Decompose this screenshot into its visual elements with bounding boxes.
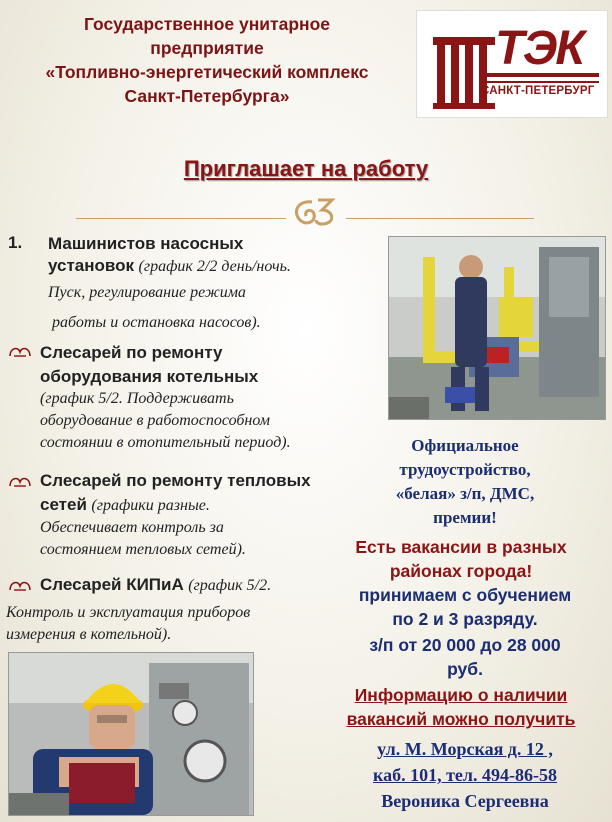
vacancy-title-line (48, 255, 378, 278)
vacancies-note (316, 536, 606, 582)
tek-logo (416, 10, 608, 118)
benefits-block (320, 436, 610, 528)
worker-pump-photo (388, 236, 606, 420)
divider-right (346, 218, 534, 219)
training-line: по 2 и 3 разряду. (392, 609, 538, 629)
vacancy-title: Слесарей КИПиА (40, 575, 184, 594)
info-block (316, 684, 606, 730)
vacancy-title: Слесарей по ремонту (40, 343, 223, 362)
contact-address: ул. М. Морская д. 12 , (377, 739, 553, 759)
org-line: предприятие (150, 38, 264, 58)
vacancy-desc: состоянии в отопительный период). (40, 434, 291, 451)
training-line: принимаем с обучением (358, 585, 572, 605)
info-line: вакансий можно получить (346, 709, 576, 729)
training-note (320, 584, 610, 630)
vacancy-number: 1. (8, 233, 23, 252)
fleur-bullet-icon (8, 474, 32, 490)
vacancy-desc: состоянием тепловых сетей). (40, 541, 246, 558)
vacancy-desc: Контроль и эксплуатация приборов (6, 604, 251, 621)
vacancy-title: Машинистов насосных (48, 234, 244, 253)
vacancy-desc: (график 2/2 день/ночь. (138, 258, 291, 275)
invite-title: Приглашает на работу (183, 156, 429, 181)
divider-left (76, 218, 286, 219)
org-line: Санкт-Петербурга» (124, 86, 290, 106)
benefit-line: премии! (433, 508, 497, 527)
vacancy-desc: (график 5/2. (188, 577, 272, 594)
note-line: Есть вакансии в разных (355, 537, 567, 557)
vacancy-desc: измерения в котельной). (6, 626, 172, 643)
vacancy-desc: (графики разные. (91, 497, 210, 514)
note-line: районах города! (389, 561, 533, 581)
worker-helmet-photo (8, 652, 254, 816)
org-line: Государственное унитарное (83, 14, 331, 34)
org-line: «Топливно-энергетический комплекс (45, 62, 369, 82)
benefit-line: Официальное (411, 436, 519, 455)
vacancy-desc: (график 5/2. Поддерживать (40, 390, 234, 407)
logo-city: САНКТ-ПЕТЕРБУРГ (481, 85, 595, 97)
vacancy-desc: Обеспечивает контроль за (40, 519, 224, 536)
contact-person: Вероника Сергеевна (381, 791, 549, 811)
fleur-bullet-icon (8, 344, 32, 360)
fleur-bullet-icon (8, 578, 32, 594)
logo-letters: ТЭК (495, 22, 583, 75)
organization-name (8, 12, 406, 108)
salary-line: руб. (447, 659, 483, 679)
vacancy-title: сетей (40, 495, 87, 514)
vacancy-title: Слесарей по ремонту тепловых (40, 471, 311, 490)
vacancy-title: оборудования котельных (40, 367, 259, 386)
contact-office-phone: каб. 101, тел. 494-86-58 (372, 765, 558, 785)
vacancy-4-desc (6, 602, 336, 646)
benefit-line: трудоустройство, (399, 460, 531, 479)
vacancy-1 (48, 233, 378, 334)
benefit-line: «белая» з/п, ДМС, (395, 484, 535, 503)
salary-block (320, 634, 610, 680)
vacancy-4 (40, 574, 360, 597)
flourish-ornament-icon (288, 194, 344, 230)
info-line: Информацию о наличии (354, 685, 568, 705)
vacancy-desc: Пуск, регулирование режима (48, 284, 246, 301)
contact-block (320, 736, 610, 814)
vacancy-desc: оборудование в работоспособном (40, 412, 270, 429)
salary-line: з/п от 20 000 до 28 000 (369, 635, 561, 655)
vacancy-title: установок (48, 256, 135, 275)
vacancy-desc: работы и остановка насосов). (52, 314, 261, 331)
